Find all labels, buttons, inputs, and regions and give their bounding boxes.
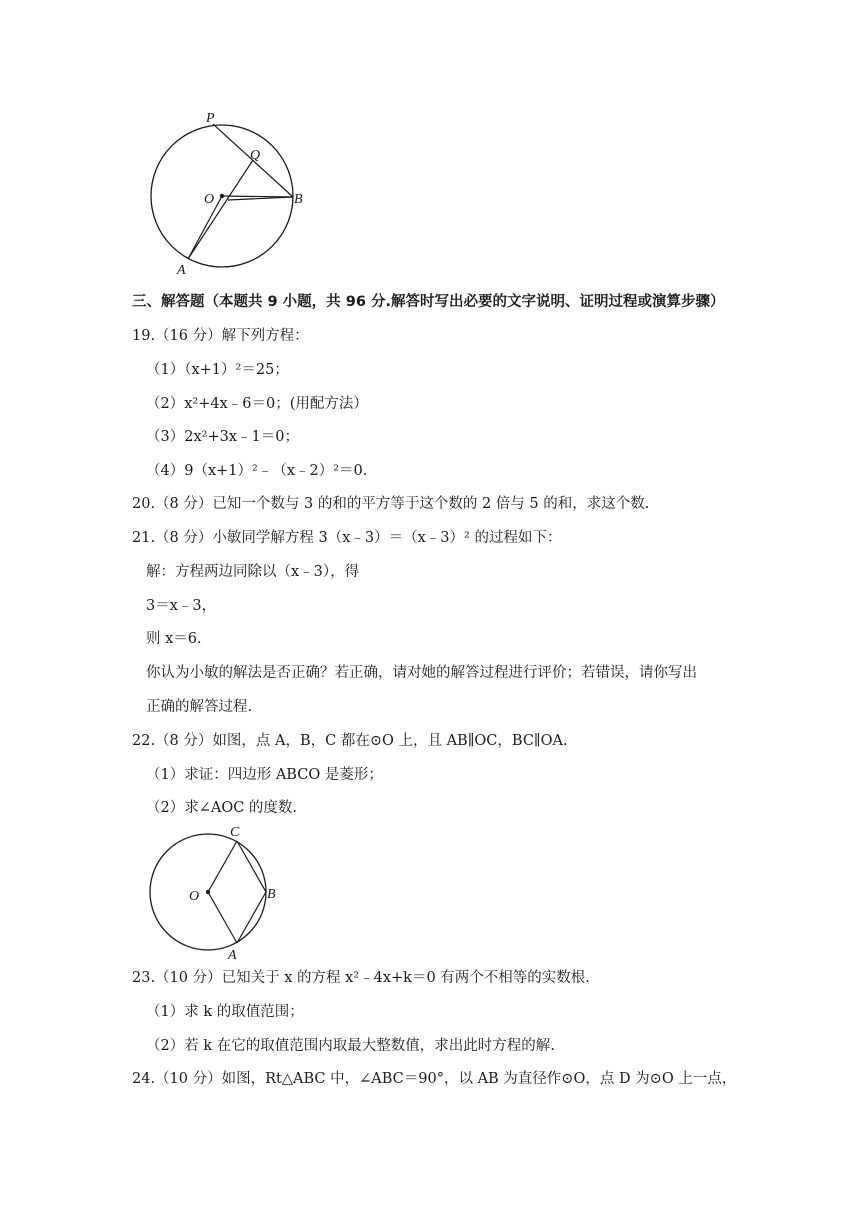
q23-head: 23.（10 分）已知关于 x 的方程 x²﹣4x+k＝0 有两个不相等的实数根.: [132, 970, 590, 986]
q21-line5: 正确的解答过程.: [146, 699, 253, 715]
q19-part3: （3）2x²+3x﹣1＝0；: [146, 429, 299, 445]
q22-part1: （1）求证：四边形 ABCO 是菱形；: [146, 767, 383, 783]
q22-head: 22.（8 分）如图，点 A，B，C 都在⊙O 上，且 AB∥OC，BC∥OA.: [132, 733, 568, 749]
q19-part2: （2）x²+4x﹣6＝0；(用配方法）: [146, 396, 368, 412]
label-b: B: [294, 192, 303, 207]
q23-part1: （1）求 k 的取值范围；: [146, 1004, 304, 1020]
circle-diagram-1: [140, 108, 320, 280]
q21-line2: 3＝x﹣3，: [146, 598, 217, 614]
q23-part2: （2）若 k 在它的取值范围内取最大整数值，求出此时方程的解.: [146, 1038, 555, 1054]
label-o: O: [204, 192, 215, 207]
q21-line3: 则 x＝6.: [146, 631, 202, 647]
label-c: C: [230, 825, 240, 840]
q19-head: 19.（16 分）解下列方程：: [132, 328, 309, 344]
q19-part1: （1）（x+1）²＝25；: [146, 362, 289, 378]
q19-part4: （4）9（x+1）²﹣（x﹣2）²＝0.: [146, 463, 368, 479]
label-b: B: [267, 887, 276, 902]
q21-line4: 你认为小敏的解法是否正确？若正确，请对她的解答过程进行评价；若错误，请你写出: [146, 665, 697, 681]
label-a: A: [228, 948, 237, 962]
figure-circle-pqoba: [140, 108, 320, 280]
label-a: A: [177, 263, 186, 278]
q22-part2: （2）求∠AOC 的度数.: [146, 800, 298, 816]
q20-text: 20.（8 分）已知一个数与 3 的和的平方等于这个数的 2 倍与 5 的和，求这个数.: [132, 496, 650, 512]
label-p: P: [206, 111, 215, 126]
label-o: O: [189, 889, 200, 904]
q24-head: 24.（10 分）如图，Rt△ABC 中，∠ABC＝90°，以 AB 为直径作⊙O，点 D 为⊙O 上一点，: [132, 1071, 737, 1087]
q21-line1: 解：方程两边同除以（x﹣3），得: [146, 564, 360, 580]
label-q: Q: [250, 148, 261, 163]
figure-rhombus-circle: [140, 822, 300, 962]
section-title: 三、解答题（本题共 9 小题，共 96 分.解答时写出必要的文字说明、证明过程或演算步骤）: [132, 294, 725, 310]
circle-diagram-2: [140, 822, 300, 962]
q21-head: 21.（8 分）小敏同学解方程 3（x﹣3）＝（x﹣3）² 的过程如下：: [132, 530, 562, 546]
